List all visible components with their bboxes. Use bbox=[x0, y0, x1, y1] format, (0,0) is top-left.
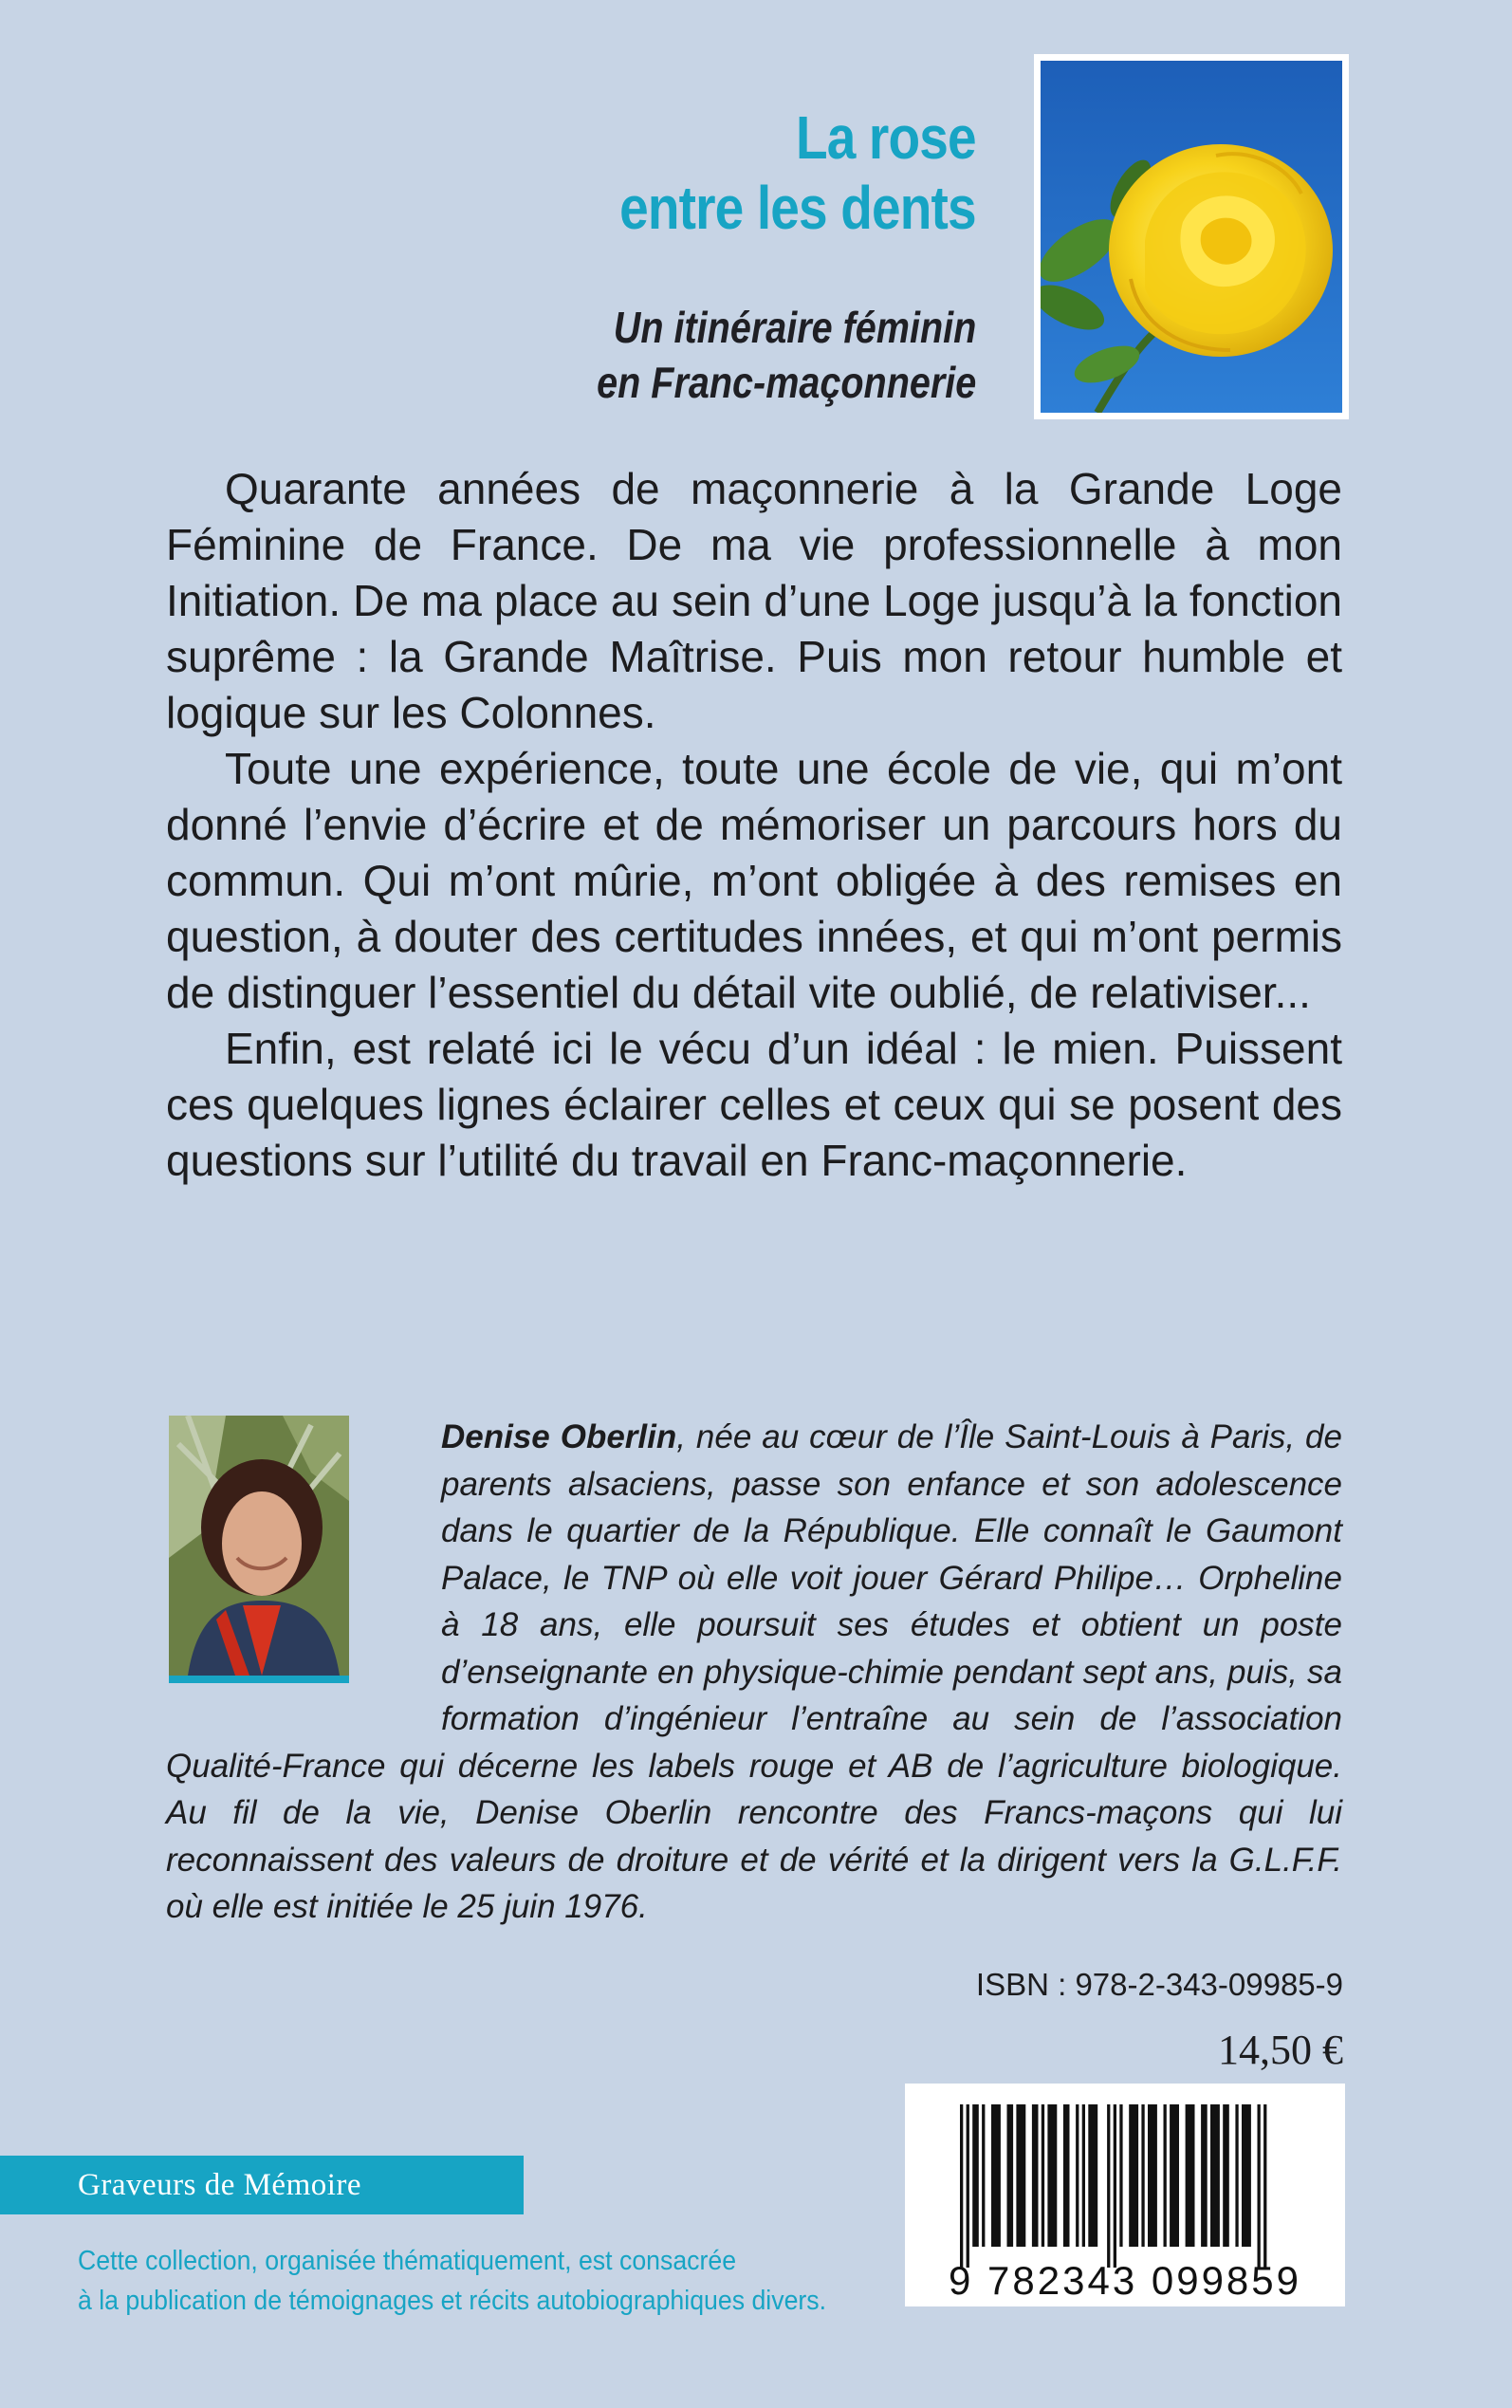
barcode-bar bbox=[1201, 2104, 1208, 2247]
barcode-bar bbox=[960, 2104, 963, 2268]
collection-description-line-1: Cette collection, organisée thématiquement, est consacrée bbox=[78, 2246, 737, 2276]
barcode-bar bbox=[1107, 2104, 1110, 2268]
barcode-bar bbox=[1088, 2104, 1097, 2247]
barcode-bar bbox=[1263, 2104, 1266, 2268]
barcode-bar bbox=[1258, 2104, 1261, 2268]
rose-image bbox=[1041, 61, 1342, 413]
barcode-bar bbox=[1223, 2104, 1229, 2247]
price: 14,50 € bbox=[1218, 2027, 1343, 2073]
book-title bbox=[619, 102, 976, 243]
barcode-bar bbox=[967, 2104, 969, 2268]
isbn: ISBN : 978-2-343-09985-9 bbox=[975, 1967, 1343, 2002]
barcode-bar bbox=[972, 2104, 979, 2247]
barcode-bar bbox=[1210, 2104, 1220, 2247]
author-bio-text: , née au cœur de l’Île Saint-Louis à Paris, de parents alsaciens, passe son enfance et son adolescence dans le quartier de la République. Elle connaît le Gaumont Palace, le TNP où elle voit jouer Gérard Philipe… Orpheline à 18 ans, elle poursuit ses études et obtient un poste d’enseignante en physique-chimie pendant sept ans, puis, sa formation d’ingénieur l’entraîne au sein de l’association Qualité-France qui décerne les labels rouge et AB de l’agriculture biologique. Au fil de la vie, Denise Oberlin rencontre des Francs-maçons qui lui reconnaissent des valeurs de droiture et de vérité et la dirigent vers la G.L.F.F. où elle est initiée le 25 juin 1976. bbox=[166, 1418, 1342, 1925]
barcode-bar bbox=[1114, 2104, 1116, 2268]
back-cover-blurb bbox=[166, 461, 1342, 1189]
barcode-bar bbox=[991, 2104, 1001, 2247]
subtitle-line-1: Un itinéraire féminin bbox=[613, 303, 976, 352]
title-line-1: La rose bbox=[796, 103, 976, 172]
blurb-paragraph-1: Quarante années de maçonnerie à la Grande Loge Féminine de France. De ma vie professionnelle à mon Initiation. De ma place au sein d’une Loge jusqu’à la fonction suprême : la Grande Maîtrise. Puis mon retour humble et logique sur les Colonnes. bbox=[166, 464, 1342, 737]
barcode-bar bbox=[1148, 2104, 1157, 2247]
barcode-bar bbox=[1170, 2104, 1179, 2247]
collection-description bbox=[78, 2241, 827, 2321]
barcode-bar bbox=[1242, 2104, 1251, 2247]
barcode-bar bbox=[1047, 2104, 1057, 2247]
barcode-bar bbox=[1164, 2104, 1167, 2247]
blurb-paragraph-3: Enfin, est relaté ici le vécu d’un idéal : le mien. Puissent ces quelques lignes éclairer celles et ceux qui se posent des questions sur l’utilité du travail en Franc-maçonnerie. bbox=[166, 1024, 1342, 1185]
barcode-bar bbox=[1016, 2104, 1025, 2247]
barcode-bar bbox=[1032, 2104, 1039, 2247]
author-name: Denise Oberlin bbox=[441, 1418, 677, 1455]
barcode-bar bbox=[982, 2104, 985, 2247]
barcode-digits: 9 782343 099859 bbox=[949, 2258, 1301, 2303]
barcode-bar bbox=[1186, 2104, 1195, 2247]
book-subtitle bbox=[597, 300, 976, 410]
blurb-paragraph-2: Toute une expérience, toute une école de vie, qui m’ont donné l’envie d’écrire et de mémoriser un parcours hors du commun. Qui m’ont mûrie, m’ont obligée à des remises en question, à douter des certitudes innées, et qui m’ont permis de distinguer l’essentiel du détail vite oublié, de relativiser... bbox=[166, 744, 1342, 1017]
rose-photo bbox=[1034, 54, 1349, 419]
author-bio bbox=[166, 1414, 1342, 1931]
barcode bbox=[905, 2084, 1345, 2306]
barcode-bar bbox=[1082, 2104, 1085, 2247]
barcode-bar bbox=[1007, 2104, 1014, 2247]
barcode-bar bbox=[1042, 2104, 1044, 2247]
bio-photo-spacer bbox=[166, 1414, 441, 1698]
barcode-bar bbox=[1119, 2104, 1122, 2247]
barcode-bar bbox=[1235, 2104, 1238, 2247]
barcode-bar bbox=[1141, 2104, 1144, 2247]
barcode-bar bbox=[1076, 2104, 1079, 2247]
collection-description-line-2: à la publication de témoignages et récits autobiographiques divers. bbox=[78, 2286, 827, 2316]
barcode-bar bbox=[1063, 2104, 1070, 2247]
subtitle-line-2: en Franc-maçonnerie bbox=[596, 358, 976, 407]
collection-banner: Graveurs de Mémoire bbox=[0, 2156, 524, 2214]
title-line-2: entre les dents bbox=[619, 174, 976, 242]
barcode-bar bbox=[1129, 2104, 1138, 2247]
